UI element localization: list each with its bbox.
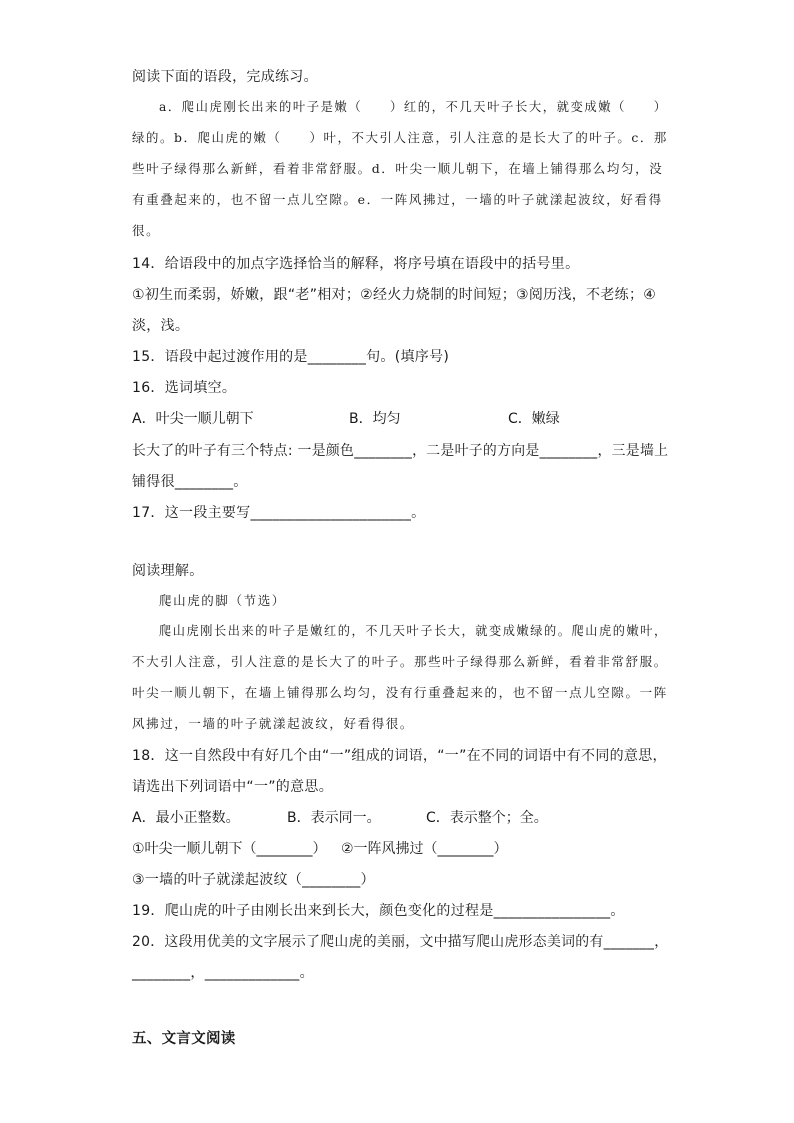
question-14-options-line-2: 淡，浅。 bbox=[132, 318, 190, 334]
section1-heading: 阅读下面的语段，完成练习。 bbox=[132, 69, 318, 85]
question-18-option-b: B．表示同一。 bbox=[287, 810, 381, 826]
question-16-option-a: A．叶尖一顺儿朝下 bbox=[132, 411, 254, 427]
question-20-line-2: ________，_____________。 bbox=[132, 965, 314, 981]
passage1-line-4: 有重叠起来的，也不留一点儿空隙。e．一阵风拂过，一墙的叶子就漾起波纹，好看得 bbox=[132, 192, 663, 207]
passage1-line-2: 绿的。b．爬山虎的嫩（ ）叶，不大引人注意，引人注意的是长大了的叶子。c．那 bbox=[132, 130, 668, 145]
question-18-option-c: C．表示整个；全。 bbox=[426, 810, 548, 826]
question-18-item-1: ①叶尖一顺儿朝下（________） bbox=[132, 841, 327, 857]
passage2-line-3: 叶尖一顺儿朝下，在墙上铺得那么均匀，没有行重叠起来的，也不留一点儿空隙。一阵 bbox=[132, 685, 668, 700]
question-16-fill-line-1: 长大了的叶子有三个特点: 一是颜色________，二是叶子的方向是________，三是墙上 bbox=[132, 443, 669, 459]
question-18-line-2: 请选出下列词语中“一”的意思。 bbox=[132, 779, 334, 795]
section2-heading: 阅读理解。 bbox=[132, 563, 204, 579]
passage1-line-3: 些叶子绿得那么新鲜，看着非常舒服。d．叶尖一顺儿朝下，在墙上铺得那么均匀，没 bbox=[132, 161, 664, 176]
question-18-item-3: ③一墙的叶子就漾起波纹（________） bbox=[132, 872, 375, 888]
question-18-option-a: A．最小正整数。 bbox=[132, 810, 240, 826]
question-20-line-1: 20．这段用优美的文字展示了爬山虎的美丽，文中描写爬山虎形态美词的有_______， bbox=[132, 934, 669, 950]
passage2-line-1: 爬山虎刚长出来的叶子是嫩红的，不几天叶子长大，就变成嫩绿的。爬山虎的嫩叶， bbox=[159, 623, 668, 638]
question-14-options-line-1: ①初生而柔弱，娇嫩，跟“老”相对；②经火力烧制的时间短；③阅历浅，不老练；④ bbox=[132, 287, 657, 303]
passage1-line-1: a．爬山虎刚长出来的叶子是嫩（ ）红的，不几天叶子长大，就变成嫩（ ） bbox=[159, 99, 668, 114]
question-16-option-b: B．均匀 bbox=[349, 411, 401, 427]
question-16: 16．选词填空。 bbox=[132, 380, 237, 396]
question-19: 19．爬山虎的叶子由刚长出来到长大，颜色变化的过程是________________。 bbox=[132, 903, 625, 919]
question-14: 14．给语段中的加点字选择恰当的解释，将序号填在语段中的括号里。 bbox=[132, 256, 580, 272]
passage1-line-5: 很。 bbox=[132, 223, 161, 238]
question-18-line-1: 18．这一自然段中有好几个由“一”组成的词语，“一”在不同的词语中有不同的意思， bbox=[132, 748, 667, 764]
passage2-line-4: 风拂过，一墙的叶子就漾起波纹，好看得很。 bbox=[132, 716, 415, 731]
question-16-option-c: C．嫩绿 bbox=[508, 411, 560, 427]
passage2-line-2: 不大引人注意，引人注意的是长大了的叶子。那些叶子绿得那么新鲜，看着非常舒服。 bbox=[132, 654, 668, 669]
section3-heading: 五、文言文阅读 bbox=[132, 1031, 236, 1047]
passage2-title: 爬山虎的脚（节选） bbox=[159, 593, 286, 608]
question-17: 17．这一段主要写______________________。 bbox=[132, 505, 426, 521]
question-16-fill-line-2: 铺得很________。 bbox=[132, 474, 248, 490]
question-15: 15．语段中起过渡作用的是________句。(填序号) bbox=[132, 349, 450, 365]
question-18-item-2: ②一阵风拂过（________） bbox=[341, 841, 508, 857]
